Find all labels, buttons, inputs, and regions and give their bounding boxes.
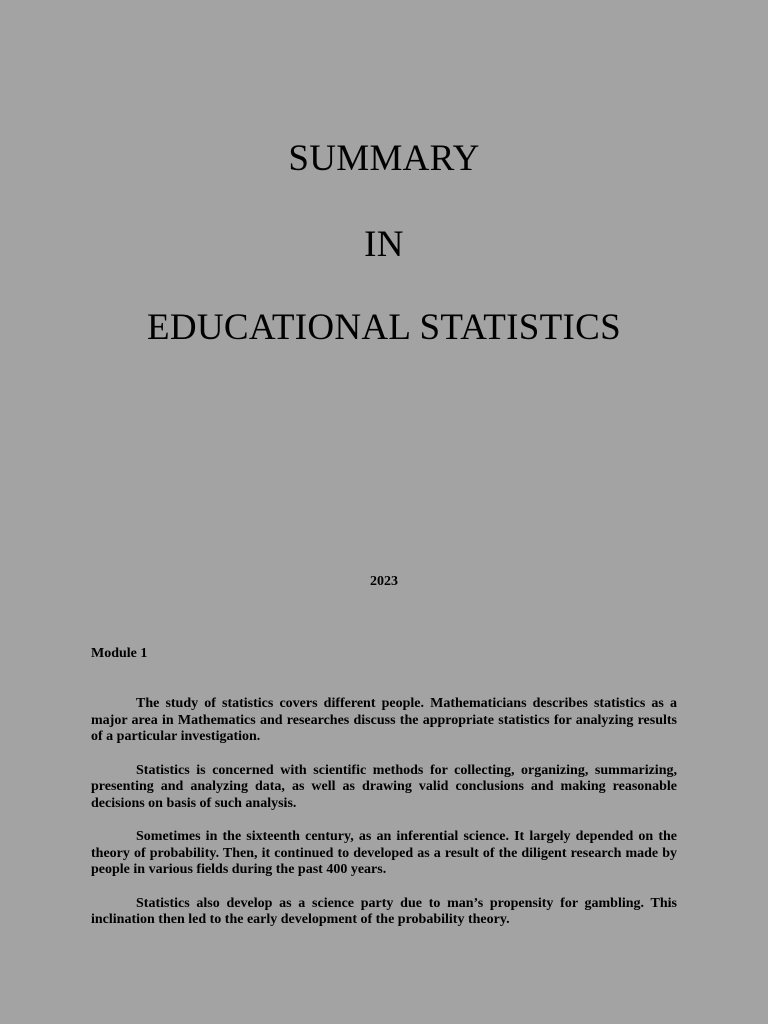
body-text: [91, 696, 677, 946]
document-year: 2023: [370, 574, 398, 589]
module-heading: Module 1: [91, 646, 148, 661]
title-line-in: IN: [364, 224, 404, 265]
title-line-educational-statistics: EDUCATIONAL STATISTICS: [146, 307, 621, 348]
paragraph: The study of statistics covers different people. Mathematicians describes statistics as a major area in Mathematics and researches discuss the appropriate statistics for analyzing results of a particular investigation.: [91, 696, 677, 744]
paragraph: Statistics also develop as a science party due to man’s propensity for gambling. This inclination then led to the early development of the probability theory.: [91, 895, 677, 927]
paragraph: Statistics is concerned with scientific methods for collecting, organizing, summarizing, presenting and analyzing data, as well as drawing valid conclusions and making reasonable decisions on basis of such analysis.: [91, 762, 677, 811]
title-line-summary: SUMMARY: [288, 138, 480, 179]
paragraph: Sometimes in the sixteenth century, as an inferential science. It largely depended on the theory of probability. Then, it continued to developed as a result of the diligent research made by people in various fields during the past 400 years.: [91, 829, 677, 877]
